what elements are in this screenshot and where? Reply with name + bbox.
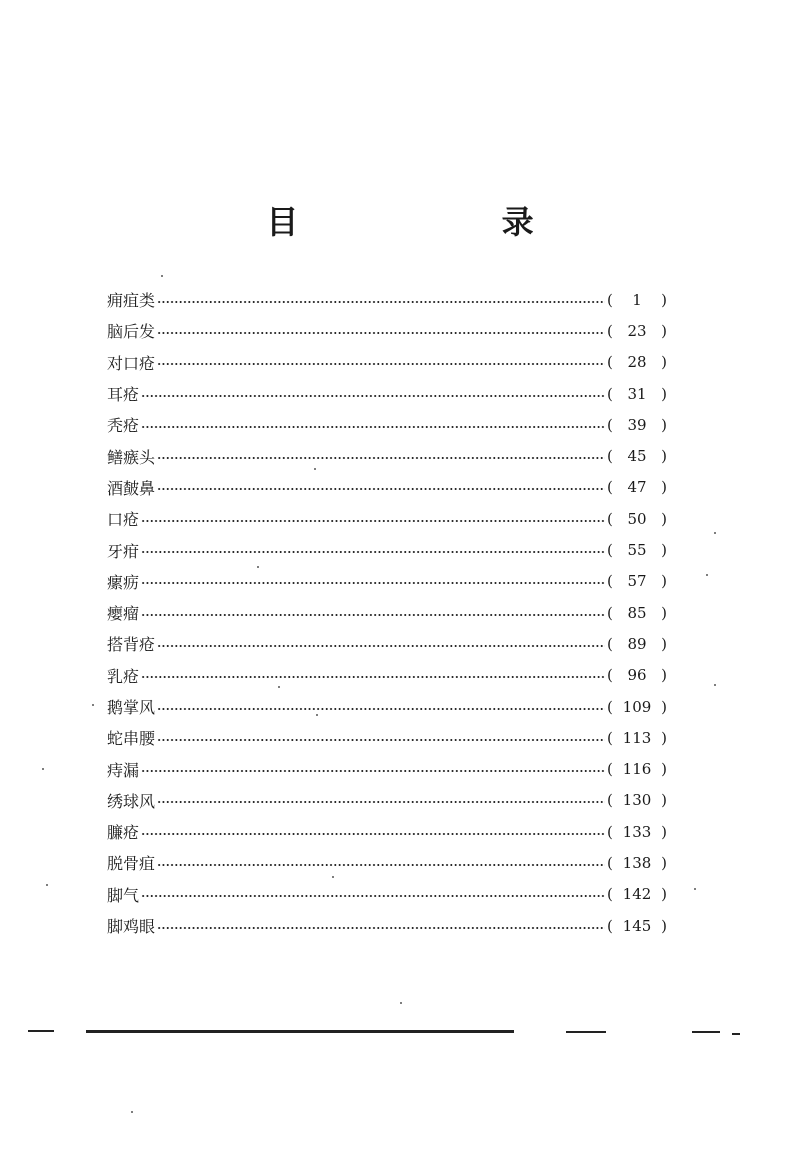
toc-leader-dots — [141, 582, 605, 584]
page-number: 133 — [622, 822, 652, 841]
scan-speck — [278, 686, 280, 688]
toc-leader-dots — [141, 676, 605, 678]
toc-leader-dots — [141, 833, 605, 835]
page-number: 50 — [627, 509, 647, 528]
toc-entry-page — [607, 385, 667, 403]
toc-entry-title: 脱骨疽 — [107, 854, 156, 874]
toc-entry[interactable] — [107, 722, 667, 753]
toc-entry-title: 蛇串腰 — [107, 729, 156, 749]
toc-entry-page — [607, 447, 667, 465]
toc-leader-dots — [157, 332, 605, 334]
toc-leader-dots — [157, 457, 605, 459]
toc-entry-title: 秃疮 — [107, 416, 140, 436]
toc-entry[interactable] — [107, 503, 667, 534]
toc-leader-dots — [141, 426, 605, 428]
toc-entry-title: 脚气 — [107, 885, 140, 905]
paren-open: ( — [607, 791, 613, 810]
toc-entry[interactable] — [107, 879, 667, 910]
toc-entry-page — [607, 823, 667, 841]
page-number: 45 — [627, 447, 647, 466]
toc-leader-dots — [141, 395, 605, 397]
toc-entry[interactable] — [107, 409, 667, 440]
toc-leader-dots — [141, 770, 605, 772]
scan-speck — [714, 532, 716, 534]
page-number: 116 — [622, 760, 652, 779]
page-number: 85 — [627, 603, 647, 622]
toc-entry-page — [607, 604, 667, 622]
toc-entry[interactable] — [107, 785, 667, 816]
toc-entry-page — [607, 666, 667, 684]
toc-leader-dots — [157, 708, 605, 710]
toc-leader-dots — [157, 739, 605, 741]
toc-entry-page — [607, 541, 667, 559]
toc-leader-dots — [141, 895, 605, 897]
page-number: 138 — [622, 853, 652, 872]
toc-entry-title: 瘰疬 — [107, 572, 140, 592]
paren-close: ) — [661, 728, 667, 747]
toc-entry-page — [607, 572, 667, 590]
paren-close: ) — [661, 353, 667, 372]
paren-open: ( — [607, 697, 613, 716]
toc-entry[interactable] — [107, 847, 667, 878]
page-number: 39 — [627, 415, 647, 434]
toc-entry-title: 鳝瘯头 — [107, 447, 156, 467]
page-number: 55 — [627, 541, 647, 560]
toc-entry[interactable] — [107, 440, 667, 471]
paren-close: ) — [661, 290, 667, 309]
paren-close: ) — [661, 853, 667, 872]
toc-entry[interactable] — [107, 628, 667, 659]
paren-open: ( — [607, 353, 613, 372]
toc-entry-title: 绣球风 — [107, 791, 156, 811]
toc-entry-title: 乳疮 — [107, 666, 140, 686]
paren-close: ) — [661, 321, 667, 340]
toc-entry-title: 痔漏 — [107, 760, 140, 780]
paren-close: ) — [661, 447, 667, 466]
paren-open: ( — [607, 666, 613, 685]
paren-close: ) — [661, 572, 667, 591]
toc-entry-title: 脑后发 — [107, 322, 156, 342]
paren-open: ( — [607, 478, 613, 497]
scan-speck — [714, 684, 716, 686]
page-number: 109 — [622, 697, 652, 716]
toc-entry[interactable] — [107, 597, 667, 628]
paren-close: ) — [661, 384, 667, 403]
scan-speck — [161, 275, 163, 277]
paren-open: ( — [607, 290, 613, 309]
toc-entry[interactable] — [107, 315, 667, 346]
page-number: 142 — [622, 885, 652, 904]
paren-open: ( — [607, 384, 613, 403]
toc-entry[interactable] — [107, 378, 667, 409]
toc-entry[interactable] — [107, 910, 667, 941]
scan-rule-far-right — [732, 1033, 740, 1035]
toc-leader-dots — [157, 927, 605, 929]
page-number: 31 — [627, 384, 647, 403]
paren-close: ) — [661, 666, 667, 685]
scan-speck — [400, 1002, 402, 1004]
toc-entry-title: 酒皶鼻 — [107, 478, 156, 498]
toc-entry[interactable] — [107, 534, 667, 565]
scan-speck — [92, 704, 94, 706]
toc-entry-page — [607, 291, 667, 309]
toc-entry-page — [607, 635, 667, 653]
toc-entry-page — [607, 478, 667, 496]
toc-entry-title: 鹅掌风 — [107, 698, 156, 717]
toc-entry[interactable] — [107, 816, 667, 847]
toc-entry-title: 臁疮 — [107, 823, 140, 843]
toc-entry-page — [607, 416, 667, 434]
toc-entry-page — [607, 510, 667, 528]
toc-entry-page — [607, 760, 667, 778]
toc-entry-title: 瘿瘤 — [107, 604, 140, 624]
toc-entry[interactable] — [107, 284, 667, 315]
toc-entry-title: 口疮 — [107, 510, 140, 530]
toc-leader-dots — [157, 801, 605, 803]
toc-entry-title: 脚鸡眼 — [107, 917, 156, 937]
paren-open: ( — [607, 603, 613, 622]
paren-close: ) — [661, 603, 667, 622]
page-number: 145 — [622, 916, 652, 935]
toc-entry-title: 搭背疮 — [107, 635, 156, 655]
toc-entry-page — [607, 322, 667, 340]
paren-close: ) — [661, 697, 667, 716]
paren-close: ) — [661, 415, 667, 434]
paren-open: ( — [607, 760, 613, 779]
page-number: 28 — [627, 353, 647, 372]
paren-open: ( — [607, 728, 613, 747]
paren-close: ) — [661, 509, 667, 528]
toc-leader-dots — [157, 864, 605, 866]
toc-entry-title: 对口疮 — [107, 353, 156, 373]
paren-close: ) — [661, 916, 667, 935]
paren-close: ) — [661, 791, 667, 810]
scan-rule-left — [28, 1030, 54, 1032]
toc-entry-page — [607, 698, 667, 716]
scan-rule-right — [692, 1031, 720, 1033]
paren-open: ( — [607, 415, 613, 434]
paren-open: ( — [607, 509, 613, 528]
toc-entry[interactable] — [107, 566, 667, 597]
toc-entry[interactable] — [107, 691, 667, 722]
page-number: 96 — [627, 666, 647, 685]
scan-speck — [131, 1111, 133, 1113]
toc-leader-dots — [141, 551, 605, 553]
toc-leader-dots — [157, 301, 605, 303]
scan-rule-mid — [566, 1031, 606, 1033]
paren-close: ) — [661, 760, 667, 779]
toc-entry-title: 牙疳 — [107, 541, 140, 561]
page-number: 130 — [622, 791, 652, 810]
paren-open: ( — [607, 634, 613, 653]
toc-leader-dots — [141, 520, 605, 522]
toc-leader-dots — [157, 363, 605, 365]
scan-speck — [694, 888, 696, 890]
toc-leader-dots — [141, 614, 605, 616]
scan-speck — [257, 566, 259, 568]
page-title: 目 录 — [266, 203, 630, 241]
scan-speck — [42, 768, 44, 770]
paren-close: ) — [661, 822, 667, 841]
paren-open: ( — [607, 541, 613, 560]
toc-leader-dots — [157, 488, 605, 490]
toc-entry-title: 痈疽类 — [107, 291, 156, 311]
toc-entry[interactable] — [107, 753, 667, 784]
page-number: 57 — [627, 572, 647, 591]
toc-leader-dots — [157, 645, 605, 647]
scan-speck — [314, 468, 316, 470]
paren-open: ( — [607, 822, 613, 841]
toc-entry[interactable] — [107, 660, 667, 691]
page-number: 23 — [627, 321, 647, 340]
paren-close: ) — [661, 634, 667, 653]
toc-entry-page — [607, 917, 667, 935]
scan-rule-main — [86, 1030, 514, 1033]
page-number: 47 — [627, 478, 647, 497]
page-number: 113 — [622, 728, 652, 747]
paren-open: ( — [607, 885, 613, 904]
toc-entry-page — [607, 729, 667, 747]
paren-open: ( — [607, 447, 613, 466]
paren-open: ( — [607, 572, 613, 591]
toc-entry-page — [607, 885, 667, 903]
scan-speck — [706, 574, 708, 576]
paren-close: ) — [661, 541, 667, 560]
page-number: 1 — [632, 290, 642, 309]
paren-open: ( — [607, 321, 613, 340]
scan-speck — [46, 884, 48, 886]
toc-entry[interactable] — [107, 472, 667, 503]
scan-speck — [316, 714, 318, 716]
paren-open: ( — [607, 916, 613, 935]
table-of-contents — [107, 284, 667, 941]
toc-entry-page — [607, 854, 667, 872]
toc-entry-page — [607, 353, 667, 371]
toc-entry[interactable] — [107, 347, 667, 378]
paren-close: ) — [661, 478, 667, 497]
page-number: 89 — [627, 634, 647, 653]
toc-entry-page — [607, 791, 667, 809]
toc-entry-title: 耳疮 — [107, 385, 140, 405]
paren-open: ( — [607, 853, 613, 872]
scan-speck — [332, 876, 334, 878]
paren-close: ) — [661, 885, 667, 904]
